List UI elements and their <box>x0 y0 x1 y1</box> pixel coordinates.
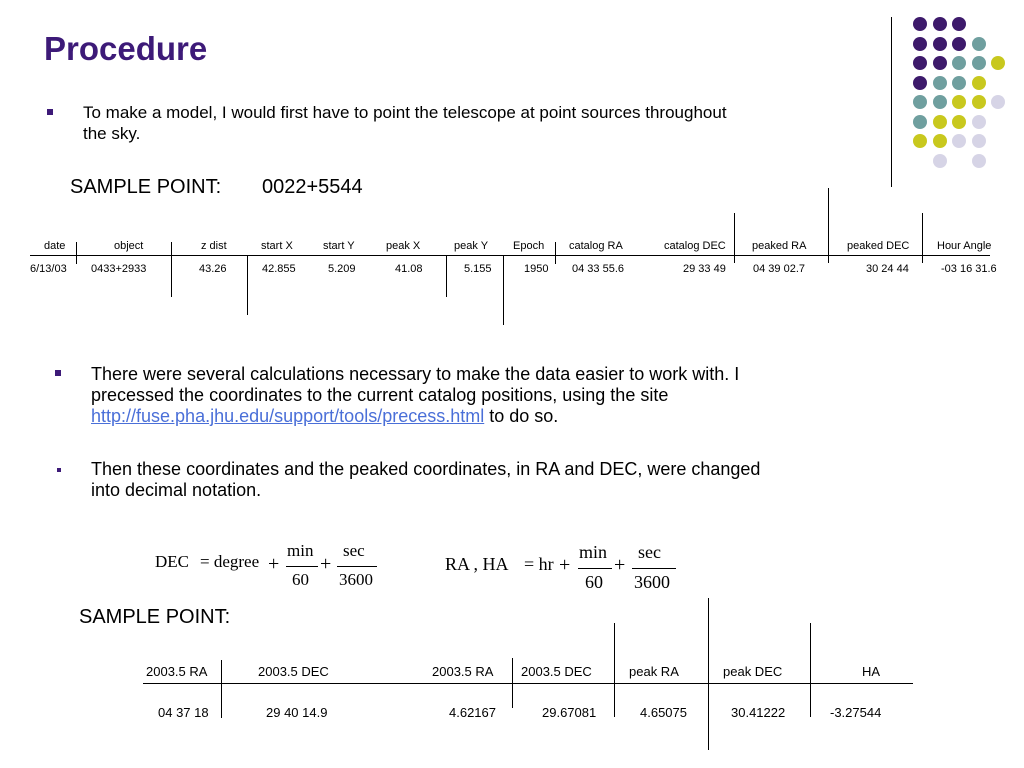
table-header-cell: z dist <box>201 240 227 252</box>
sample-point-value: 0022+5544 <box>262 176 363 198</box>
table-header-cell: 2003.5 RA <box>146 664 208 679</box>
page-title: Procedure <box>44 30 208 67</box>
table-header-cell: Epoch <box>513 240 545 252</box>
bullet-3-line-1: Then these coordinates and the peaked coordinates, in RA and DEC, were changed <box>91 459 761 479</box>
table-cell: 29 40 14.9 <box>266 705 328 720</box>
table-cell: 41.08 <box>395 263 423 275</box>
ra-eq: = hr <box>524 554 554 574</box>
table-separator <box>614 623 615 717</box>
table-header-cell: catalog DEC <box>664 240 726 252</box>
table-cell: 5.209 <box>328 263 356 275</box>
table-separator <box>221 660 222 718</box>
table-header-cell: HA <box>862 664 881 679</box>
table-header-cell: start X <box>261 240 293 252</box>
bullet-3-line-2: into decimal notation. <box>91 480 262 500</box>
table-cell: 5.155 <box>464 263 492 275</box>
ra-den-2: 3600 <box>634 572 670 592</box>
ra-plus-1: + <box>559 554 571 576</box>
sample-point-2-label: SAMPLE POINT: <box>79 606 231 628</box>
table-cell: 30.41222 <box>731 705 786 720</box>
dec-plus-1: + <box>268 553 280 575</box>
table-cell: 29.67081 <box>542 705 597 720</box>
sample-point-label: SAMPLE POINT: <box>70 176 222 198</box>
table-cell: 4.62167 <box>449 705 496 720</box>
dec-lhs: DEC <box>155 552 189 571</box>
table-rule <box>143 683 913 684</box>
table-header-cell: catalog RA <box>569 240 623 252</box>
table-header-cell: Hour Angle <box>937 240 992 252</box>
table-cell: -03 16 31.6 <box>941 263 997 275</box>
table-header-cell: peaked RA <box>752 240 807 252</box>
precess-link[interactable]: http://fuse.pha.jhu.edu/support/tools/precess.html <box>91 406 485 426</box>
bullet-2-line-1: There were several calculations necessary to make the data easier to work with. I <box>91 364 740 384</box>
table-cell: 43.26 <box>199 263 227 275</box>
bullet-1-line-1: To make a model, I would first have to point the telescope at point sources throughout <box>83 103 727 122</box>
table-separator <box>512 658 513 708</box>
table-header-cell: peak Y <box>454 240 489 252</box>
table-cell: 29 33 49 <box>683 263 726 275</box>
ra-den-1: 60 <box>585 572 603 592</box>
table-cell: 4.65075 <box>640 705 687 720</box>
table-header-cell: peaked DEC <box>847 240 910 252</box>
table-cell: 0433+2933 <box>91 263 147 275</box>
dec-num-2: sec <box>343 541 365 560</box>
table-header-cell: peak DEC <box>723 664 783 679</box>
table-header-cell: 2003.5 DEC <box>258 664 329 679</box>
bullet-2-line-2: precessed the coordinates to the current catalog positions, using the site <box>91 385 669 405</box>
ra-plus-2: + <box>614 554 626 576</box>
ra-lhs: RA , HA <box>445 554 509 574</box>
table-header-cell: 2003.5 RA <box>432 664 494 679</box>
table-cell: 04 33 55.6 <box>572 263 624 275</box>
table-header-cell: object <box>114 240 144 252</box>
table-cell: 04 37 18 <box>158 705 209 720</box>
table-cell: 1950 <box>524 263 549 275</box>
table-separator <box>810 623 811 717</box>
dec-eq: = degree <box>200 552 260 571</box>
table-header-cell: peak RA <box>629 664 679 679</box>
bullet-2-link-suffix: to do so. <box>484 406 559 426</box>
table-header-cell: 2003.5 DEC <box>521 664 592 679</box>
dec-plus-2: + <box>320 553 332 575</box>
bullet-1-line-2: the sky. <box>83 124 141 143</box>
table-cell: -3.27544 <box>830 705 882 720</box>
table-cell: 30 24 44 <box>866 263 909 275</box>
table-header-cell: peak X <box>386 240 421 252</box>
table-cell: 42.855 <box>262 263 296 275</box>
ra-num-2: sec <box>638 542 661 562</box>
table-header-cell: start Y <box>323 240 355 252</box>
table-separator <box>708 598 709 750</box>
dec-den-2: 3600 <box>339 570 373 589</box>
table-header-cell: date <box>44 240 66 252</box>
dec-num-1: min <box>287 541 314 560</box>
ra-num-1: min <box>579 542 608 562</box>
table-cell: 04 39 02.7 <box>753 263 805 275</box>
dec-den-1: 60 <box>292 570 309 589</box>
table-cell: 6/13/03 <box>30 263 67 275</box>
